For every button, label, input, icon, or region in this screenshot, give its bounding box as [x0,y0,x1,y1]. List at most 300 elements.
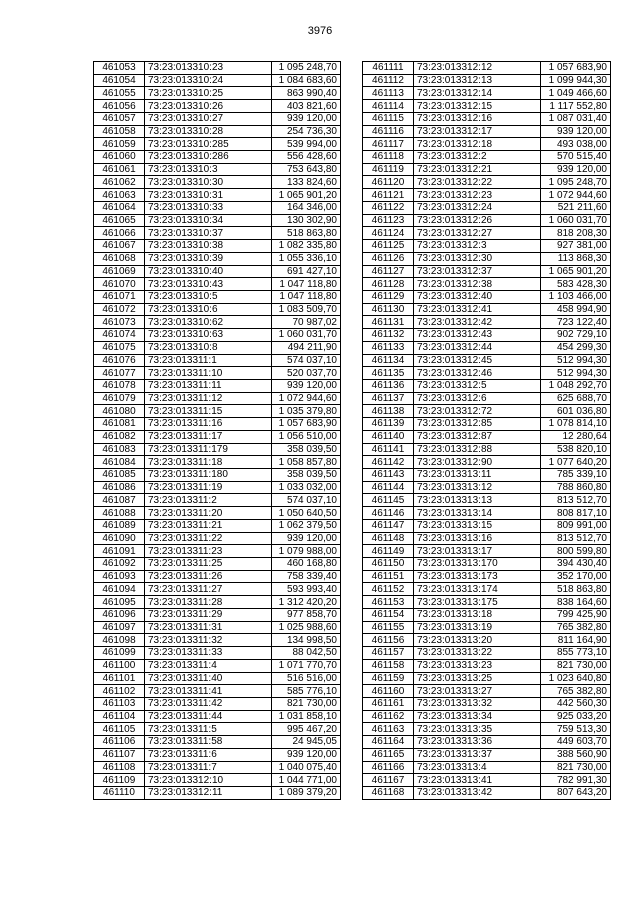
row-number-cell: 461108 [94,761,145,774]
table-row [363,494,611,507]
cadastral-number-cell: 73:23:013311:5 [145,723,272,736]
value-cell: 254 736,30 [272,125,341,138]
row-number-cell: 461110 [94,786,145,799]
table-row [94,176,341,189]
row-number-cell: 461134 [363,354,414,367]
table-row [94,316,341,329]
table-row [94,558,341,571]
value-cell: 1 065 901,20 [541,265,611,278]
value-cell: 388 560,90 [541,748,611,761]
right-table-body [363,62,611,800]
value-cell: 927 381,00 [541,240,611,253]
row-number-cell: 461082 [94,430,145,443]
cadastral-number-cell: 73:23:013313:11 [414,469,541,482]
table-row [94,634,341,647]
value-cell: 809 991,00 [541,519,611,532]
table-row [94,761,341,774]
table-row [363,570,611,583]
value-cell: 24 945,05 [272,736,341,749]
cadastral-number-cell: 73:23:013310:3 [145,163,272,176]
value-cell: 813 512,70 [541,532,611,545]
value-cell: 1 055 336,10 [272,252,341,265]
table-row [363,736,611,749]
row-number-cell: 461114 [363,100,414,113]
value-cell: 939 120,00 [272,379,341,392]
value-cell: 799 425,90 [541,608,611,621]
cadastral-number-cell: 73:23:013313:14 [414,507,541,520]
value-cell: 855 773,10 [541,647,611,660]
cadastral-number-cell: 73:23:013312:87 [414,430,541,443]
row-number-cell: 461058 [94,125,145,138]
table-row [363,87,611,100]
row-number-cell: 461109 [94,774,145,787]
value-cell: 808 817,10 [541,507,611,520]
value-cell: 788 860,80 [541,481,611,494]
value-cell: 1 058 857,80 [272,456,341,469]
row-number-cell: 461160 [363,685,414,698]
row-number-cell: 461141 [363,443,414,456]
row-number-cell: 461118 [363,151,414,164]
value-cell: 1 087 031,40 [541,112,611,125]
cadastral-number-cell: 73:23:013313:15 [414,519,541,532]
row-number-cell: 461056 [94,100,145,113]
value-cell: 691 427,10 [272,265,341,278]
row-number-cell: 461123 [363,214,414,227]
cadastral-number-cell: 73:23:013313:25 [414,672,541,685]
table-row [94,151,341,164]
table-row [363,125,611,138]
row-number-cell: 461115 [363,112,414,125]
cadastral-number-cell: 73:23:013313:42 [414,786,541,799]
cadastral-number-cell: 73:23:013313:18 [414,608,541,621]
row-number-cell: 461086 [94,481,145,494]
table-row [94,430,341,443]
table-row [94,532,341,545]
row-number-cell: 461136 [363,379,414,392]
table-row [363,685,611,698]
row-number-cell: 461150 [363,558,414,571]
table-row [363,774,611,787]
table-row [94,265,341,278]
table-row [363,608,611,621]
cadastral-number-cell: 73:23:013310:62 [145,316,272,329]
row-number-cell: 461151 [363,570,414,583]
row-number-cell: 461135 [363,367,414,380]
cadastral-number-cell: 73:23:013311:42 [145,697,272,710]
row-number-cell: 461070 [94,278,145,291]
right-register-table [362,61,611,800]
cadastral-number-cell: 73:23:013313:19 [414,621,541,634]
row-number-cell: 461161 [363,697,414,710]
row-number-cell: 461145 [363,494,414,507]
table-row [94,583,341,596]
row-number-cell: 461084 [94,456,145,469]
table-row [363,443,611,456]
row-number-cell: 461074 [94,329,145,342]
row-number-cell: 461157 [363,647,414,660]
cadastral-number-cell: 73:23:013312:30 [414,252,541,265]
row-number-cell: 461057 [94,112,145,125]
row-number-cell: 461111 [363,62,414,75]
table-row [363,621,611,634]
cadastral-number-cell: 73:23:013310:34 [145,214,272,227]
table-row [94,278,341,291]
table-row [363,647,611,660]
value-cell: 863 990,40 [272,87,341,100]
table-row [363,354,611,367]
cadastral-number-cell: 73:23:013310:37 [145,227,272,240]
row-number-cell: 461166 [363,761,414,774]
value-cell: 358 039,50 [272,443,341,456]
table-row [94,240,341,253]
row-number-cell: 461153 [363,596,414,609]
cadastral-number-cell: 73:23:013313:13 [414,494,541,507]
table-row [94,87,341,100]
table-row [363,367,611,380]
row-number-cell: 461061 [94,163,145,176]
left-table-body [94,62,341,800]
value-cell: 759 513,30 [541,723,611,736]
table-row [363,252,611,265]
table-row [94,672,341,685]
value-cell: 1 057 683,90 [541,62,611,75]
value-cell: 556 428,60 [272,151,341,164]
cadastral-number-cell: 73:23:013311:19 [145,481,272,494]
value-cell: 1 023 640,80 [541,672,611,685]
row-number-cell: 461144 [363,481,414,494]
value-cell: 765 382,80 [541,685,611,698]
value-cell: 460 168,80 [272,558,341,571]
table-row [94,341,341,354]
row-number-cell: 461168 [363,786,414,799]
value-cell: 164 346,00 [272,201,341,214]
table-row [363,786,611,799]
cadastral-number-cell: 73:23:013311:7 [145,761,272,774]
value-cell: 1 057 683,90 [272,418,341,431]
value-cell: 1 117 552,80 [541,100,611,113]
table-row [363,672,611,685]
row-number-cell: 461112 [363,74,414,87]
value-cell: 1 072 944,60 [272,392,341,405]
row-number-cell: 461097 [94,621,145,634]
cadastral-number-cell: 73:23:013311:2 [145,494,272,507]
row-number-cell: 461149 [363,545,414,558]
row-number-cell: 461053 [94,62,145,75]
value-cell: 939 120,00 [272,532,341,545]
cadastral-number-cell: 73:23:013311:41 [145,685,272,698]
table-row [363,558,611,571]
cadastral-number-cell: 73:23:013310:24 [145,74,272,87]
table-row [94,786,341,799]
cadastral-number-cell: 73:23:013312:40 [414,290,541,303]
value-cell: 583 428,30 [541,278,611,291]
row-number-cell: 461094 [94,583,145,596]
table-row [94,748,341,761]
table-row [94,74,341,87]
table-row [363,583,611,596]
value-cell: 1 025 988,60 [272,621,341,634]
row-number-cell: 461060 [94,151,145,164]
cadastral-number-cell: 73:23:013313:175 [414,596,541,609]
cadastral-number-cell: 73:23:013311:21 [145,519,272,532]
table-row [363,151,611,164]
row-number-cell: 461131 [363,316,414,329]
row-number-cell: 461140 [363,430,414,443]
row-number-cell: 461146 [363,507,414,520]
row-number-cell: 461102 [94,685,145,698]
cadastral-number-cell: 73:23:013313:173 [414,570,541,583]
table-row [94,774,341,787]
table-row [363,430,611,443]
value-cell: 574 037,10 [272,354,341,367]
row-number-cell: 461089 [94,519,145,532]
row-number-cell: 461073 [94,316,145,329]
cadastral-number-cell: 73:23:013310:31 [145,189,272,202]
cadastral-number-cell: 73:23:013312:12 [414,62,541,75]
row-number-cell: 461164 [363,736,414,749]
table-row [94,227,341,240]
cadastral-number-cell: 73:23:013311:11 [145,379,272,392]
table-row [94,392,341,405]
table-row [363,163,611,176]
row-number-cell: 461126 [363,252,414,265]
value-cell: 449 603,70 [541,736,611,749]
cadastral-number-cell: 73:23:013313:17 [414,545,541,558]
value-cell: 518 863,80 [272,227,341,240]
value-cell: 130 302,90 [272,214,341,227]
table-row [363,240,611,253]
cadastral-number-cell: 73:23:013311:28 [145,596,272,609]
row-number-cell: 461077 [94,367,145,380]
table-row [363,341,611,354]
table-row [363,532,611,545]
cadastral-number-cell: 73:23:013311:10 [145,367,272,380]
value-cell: 939 120,00 [272,748,341,761]
cadastral-number-cell: 73:23:013313:36 [414,736,541,749]
row-number-cell: 461147 [363,519,414,532]
table-row [363,469,611,482]
row-number-cell: 461119 [363,163,414,176]
table-row [94,723,341,736]
cadastral-number-cell: 73:23:013312:14 [414,87,541,100]
row-number-cell: 461064 [94,201,145,214]
value-cell: 518 863,80 [541,583,611,596]
row-number-cell: 461066 [94,227,145,240]
row-number-cell: 461085 [94,469,145,482]
value-cell: 512 994,30 [541,367,611,380]
table-row [94,570,341,583]
row-number-cell: 461167 [363,774,414,787]
cadastral-number-cell: 73:23:013313:23 [414,659,541,672]
value-cell: 1 065 901,20 [272,189,341,202]
table-row [363,329,611,342]
value-cell: 358 039,50 [272,469,341,482]
table-row [94,481,341,494]
table-row [363,710,611,723]
table-row [94,112,341,125]
value-cell: 520 037,70 [272,367,341,380]
value-cell: 1 062 379,50 [272,519,341,532]
cadastral-number-cell: 73:23:013312:27 [414,227,541,240]
value-cell: 1 079 988,00 [272,545,341,558]
value-cell: 782 991,30 [541,774,611,787]
cadastral-number-cell: 73:23:013312:23 [414,189,541,202]
cadastral-number-cell: 73:23:013311:31 [145,621,272,634]
row-number-cell: 461165 [363,748,414,761]
table-row [363,418,611,431]
value-cell: 723 122,40 [541,316,611,329]
table-row [94,494,341,507]
cadastral-number-cell: 73:23:013311:22 [145,532,272,545]
value-cell: 1 089 379,20 [272,786,341,799]
value-cell: 352 170,00 [541,570,611,583]
table-row [363,303,611,316]
value-cell: 995 467,20 [272,723,341,736]
cadastral-number-cell: 73:23:013310:33 [145,201,272,214]
row-number-cell: 461133 [363,341,414,354]
row-number-cell: 461078 [94,379,145,392]
cadastral-number-cell: 73:23:013311:18 [145,456,272,469]
value-cell: 800 599,80 [541,545,611,558]
row-number-cell: 461062 [94,176,145,189]
table-row [363,100,611,113]
table-row [94,443,341,456]
cadastral-number-cell: 73:23:013312:5 [414,379,541,392]
cadastral-number-cell: 73:23:013310:38 [145,240,272,253]
table-row [363,634,611,647]
row-number-cell: 461076 [94,354,145,367]
cadastral-number-cell: 73:23:013312:42 [414,316,541,329]
row-number-cell: 461154 [363,608,414,621]
row-number-cell: 461143 [363,469,414,482]
value-cell: 1 060 031,70 [272,329,341,342]
cadastral-number-cell: 73:23:013311:1 [145,354,272,367]
row-number-cell: 461079 [94,392,145,405]
value-cell: 1 095 248,70 [541,176,611,189]
table-row [363,62,611,75]
row-number-cell: 461104 [94,710,145,723]
table-row [94,252,341,265]
table-row [94,329,341,342]
value-cell: 1 049 466,60 [541,87,611,100]
value-cell: 1 095 248,70 [272,62,341,75]
table-row [363,761,611,774]
table-row [363,697,611,710]
cadastral-number-cell: 73:23:013310:40 [145,265,272,278]
cadastral-number-cell: 73:23:013311:17 [145,430,272,443]
row-number-cell: 461087 [94,494,145,507]
value-cell: 1 312 420,20 [272,596,341,609]
cadastral-number-cell: 73:23:013310:285 [145,138,272,151]
cadastral-number-cell: 73:23:013313:34 [414,710,541,723]
table-row [94,214,341,227]
row-number-cell: 461107 [94,748,145,761]
row-number-cell: 461158 [363,659,414,672]
table-row [363,481,611,494]
value-cell: 601 036,80 [541,405,611,418]
cadastral-number-cell: 73:23:013311:12 [145,392,272,405]
cadastral-number-cell: 73:23:013313:16 [414,532,541,545]
cadastral-number-cell: 73:23:013312:45 [414,354,541,367]
cadastral-number-cell: 73:23:013311:44 [145,710,272,723]
value-cell: 593 993,40 [272,583,341,596]
cadastral-number-cell: 73:23:013312:21 [414,163,541,176]
row-number-cell: 461139 [363,418,414,431]
cadastral-number-cell: 73:23:013310:26 [145,100,272,113]
table-row [94,608,341,621]
value-cell: 1 047 118,80 [272,290,341,303]
row-number-cell: 461081 [94,418,145,431]
value-cell: 134 998,50 [272,634,341,647]
row-number-cell: 461083 [94,443,145,456]
row-number-cell: 461065 [94,214,145,227]
value-cell: 538 820,10 [541,443,611,456]
cadastral-number-cell: 73:23:013311:27 [145,583,272,596]
value-cell: 977 858,70 [272,608,341,621]
table-row [363,405,611,418]
value-cell: 811 164,90 [541,634,611,647]
row-number-cell: 461088 [94,507,145,520]
row-number-cell: 461159 [363,672,414,685]
value-cell: 1 050 640,50 [272,507,341,520]
value-cell: 1 048 292,70 [541,379,611,392]
table-row [94,100,341,113]
table-row [94,545,341,558]
value-cell: 1 099 944,30 [541,74,611,87]
value-cell: 493 038,00 [541,138,611,151]
table-row [94,659,341,672]
cadastral-number-cell: 73:23:013313:35 [414,723,541,736]
row-number-cell: 461122 [363,201,414,214]
cadastral-number-cell: 73:23:013312:18 [414,138,541,151]
row-number-cell: 461054 [94,74,145,87]
cadastral-number-cell: 73:23:013312:44 [414,341,541,354]
row-number-cell: 461117 [363,138,414,151]
cadastral-number-cell: 73:23:013312:90 [414,456,541,469]
table-row [94,621,341,634]
table-row [94,354,341,367]
table-row [94,163,341,176]
value-cell: 570 515,40 [541,151,611,164]
cadastral-number-cell: 73:23:013311:23 [145,545,272,558]
cadastral-number-cell: 73:23:013312:38 [414,278,541,291]
cadastral-number-cell: 73:23:013311:4 [145,659,272,672]
cadastral-number-cell: 73:23:013312:6 [414,392,541,405]
row-number-cell: 461162 [363,710,414,723]
cadastral-number-cell: 73:23:013310:23 [145,62,272,75]
value-cell: 1 031 858,10 [272,710,341,723]
value-cell: 539 994,00 [272,138,341,151]
row-number-cell: 461163 [363,723,414,736]
row-number-cell: 461129 [363,290,414,303]
cadastral-number-cell: 73:23:013312:13 [414,74,541,87]
row-number-cell: 461137 [363,392,414,405]
table-row [363,265,611,278]
table-row [94,290,341,303]
cadastral-number-cell: 73:23:013313:32 [414,697,541,710]
cadastral-number-cell: 73:23:013311:26 [145,570,272,583]
row-number-cell: 461092 [94,558,145,571]
row-number-cell: 461132 [363,329,414,342]
value-cell: 821 730,00 [541,761,611,774]
value-cell: 1 078 814,10 [541,418,611,431]
table-row [94,418,341,431]
row-number-cell: 461067 [94,240,145,253]
value-cell: 1 056 510,00 [272,430,341,443]
value-cell: 494 211,90 [272,341,341,354]
value-cell: 442 560,30 [541,697,611,710]
value-cell: 753 643,80 [272,163,341,176]
